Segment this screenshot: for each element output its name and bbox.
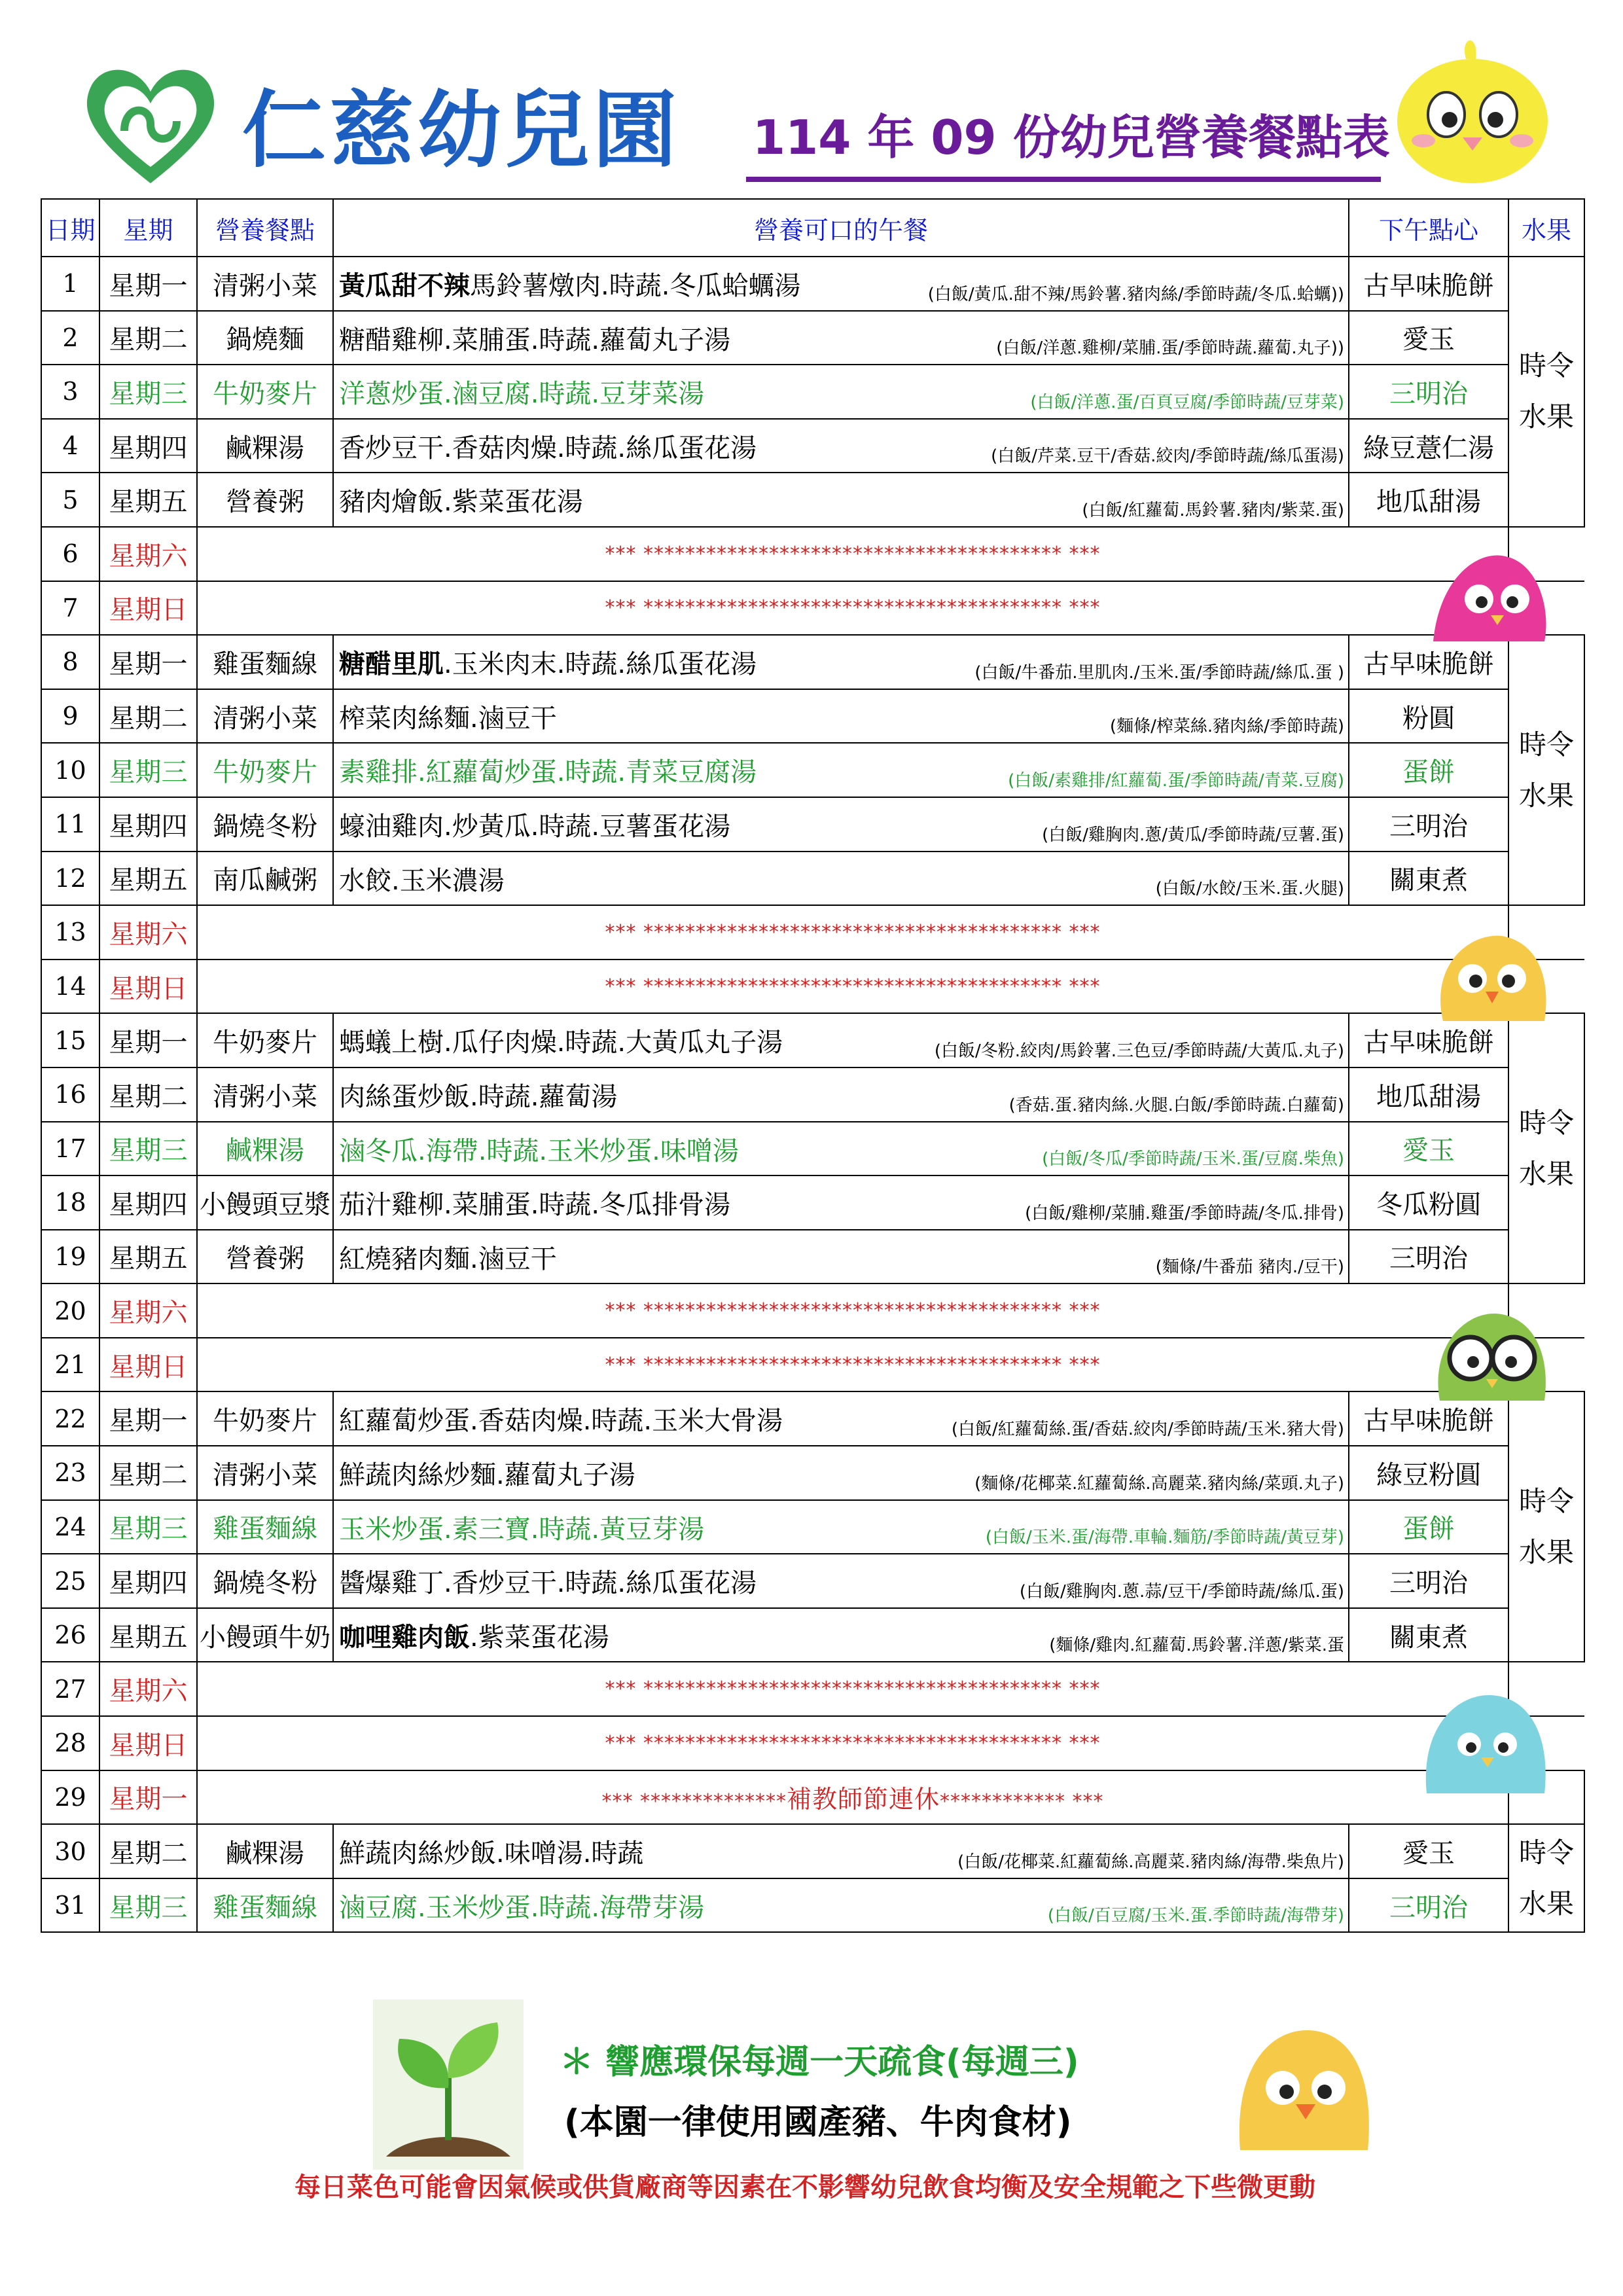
ingredients: (香菇.蛋.豬肉絲.火腿.白飯/季節時蔬.白蘿蔔) [1008, 1095, 1344, 1115]
lunch-cell [333, 1122, 1349, 1176]
snack-cell: 冬瓜粉圓 [1349, 1175, 1508, 1230]
table-row [41, 852, 1584, 906]
lunch-cell [333, 1500, 1349, 1554]
fruit-cell [1508, 635, 1584, 905]
date-cell: 8 [41, 635, 99, 689]
snack-cell: 三明治 [1349, 1554, 1508, 1608]
weekday-cell: 星期一 [99, 1391, 197, 1446]
fruit-cell [1508, 1013, 1584, 1283]
lunch-text: .紫菜蛋花湯 [470, 1622, 609, 1653]
date-cell: 17 [41, 1122, 99, 1176]
lunch-dishes [339, 806, 730, 843]
lunch-text: 滷豆腐.玉米炒蛋.時蔬.海帶芽湯 [339, 1892, 705, 1923]
breakfast-cell: 清粥小菜 [197, 257, 333, 311]
lunch-cell [333, 1067, 1349, 1122]
breakfast-cell: 鹹粿湯 [197, 1824, 333, 1878]
weekday-cell: 星期四 [99, 797, 197, 852]
lunch-highlight: 咖哩雞肉飯 [339, 1622, 470, 1653]
day-off-cell: *** **************************************** *** [197, 581, 1508, 636]
lunch-dishes [339, 265, 800, 302]
yellow-chick-icon [1387, 29, 1558, 187]
ingredients: (麵條/牛番茄 豬肉./豆干) [1155, 1257, 1344, 1278]
weekday-cell: 星期一 [99, 1770, 197, 1825]
breakfast-cell: 牛奶麥片 [197, 1391, 333, 1446]
lunch-dishes [339, 698, 557, 735]
snack-cell: 地瓜甜湯 [1349, 473, 1508, 527]
table-row [41, 1878, 1584, 1933]
fruit-cell [1508, 1824, 1584, 1932]
fruit-label-line1: 時令 [1518, 1484, 1574, 1517]
weekday-cell: 星期五 [99, 1230, 197, 1284]
date-cell: 26 [41, 1608, 99, 1662]
table-row [41, 1608, 1584, 1662]
snack-cell: 關東煮 [1349, 852, 1508, 906]
owl-glasses-icon [1430, 1306, 1554, 1404]
table-row [41, 1554, 1584, 1608]
date-cell: 11 [41, 797, 99, 852]
lunch-cell [333, 852, 1349, 906]
lunch-cell [333, 1446, 1349, 1500]
date-cell: 29 [41, 1770, 99, 1825]
table-row [41, 905, 1584, 960]
lunch-text: 玉米炒蛋.素三寶.時蔬.黃豆芽湯 [339, 1514, 705, 1545]
lunch-text: 馬鈴薯燉肉.時蔬.冬瓜蛤蠣湯 [470, 271, 801, 301]
weekday-cell: 星期日 [99, 581, 197, 636]
table-row [41, 1175, 1584, 1230]
snack-cell: 關東煮 [1349, 1608, 1508, 1662]
lunch-text: 茄汁雞柳.菜脯蛋.時蔬.冬瓜排骨湯 [339, 1190, 731, 1221]
lunch-cell [333, 689, 1349, 744]
breakfast-cell: 小饅頭豆漿 [197, 1175, 333, 1230]
ingredients: (白飯/冬瓜/季節時蔬/玉米.蛋/豆腐.柴魚) [1042, 1149, 1344, 1170]
orange-bird-icon [1430, 926, 1554, 1024]
breakfast-cell: 雞蛋麵線 [197, 1500, 333, 1554]
stars-left: *** ************** [601, 1790, 787, 1814]
date-cell: 3 [41, 365, 99, 419]
page-header [0, 0, 1623, 196]
breakfast-cell: 雞蛋麵線 [197, 635, 333, 689]
ingredients: (白飯/雞柳/菜脯.雞蛋/季節時蔬/冬瓜.排骨) [1025, 1203, 1344, 1223]
lunch-dishes [339, 643, 757, 681]
weekday-cell: 星期四 [99, 1175, 197, 1230]
ingredients: (白飯/水餃/玉米.蛋.火腿) [1155, 879, 1344, 899]
lunch-highlight: 糖醋里肌 [339, 649, 444, 680]
lunch-cell [333, 257, 1349, 311]
snack-cell: 三明治 [1349, 797, 1508, 852]
day-off-cell: *** **************************************** *** [197, 905, 1508, 960]
lunch-dishes [339, 1238, 557, 1276]
holiday-label: 補教師節連休 [786, 1785, 940, 1814]
snack-cell: 古早味脆餅 [1349, 257, 1508, 311]
lunch-text: 水餃.玉米濃湯 [339, 865, 505, 896]
weekday-cell: 星期三 [99, 1878, 197, 1933]
date-cell: 15 [41, 1013, 99, 1067]
date-cell: 23 [41, 1446, 99, 1500]
date-cell: 7 [41, 581, 99, 636]
meat-note: (本園一律使用國產豬、牛肉食材) [564, 2103, 1072, 2142]
snack-cell: 愛玉 [1349, 311, 1508, 365]
lunch-text: 洋蔥炒蛋.滷豆腐.時蔬.豆芽菜湯 [339, 379, 705, 410]
lunch-cell [333, 1878, 1349, 1933]
day-off-cell: *** **************************************** *** [197, 1283, 1508, 1338]
yellow-chick-icon [1230, 2022, 1381, 2153]
lunch-cell [333, 419, 1349, 473]
snack-cell: 三明治 [1349, 1230, 1508, 1284]
table-header-row [41, 199, 1584, 257]
weekday-cell: 星期一 [99, 635, 197, 689]
col-header-fruit: 水果 [1508, 199, 1584, 257]
lunch-cell [333, 365, 1349, 419]
date-cell: 12 [41, 852, 99, 906]
lunch-cell [333, 311, 1349, 365]
weekday-cell: 星期五 [99, 473, 197, 527]
snack-cell: 三明治 [1349, 1878, 1508, 1933]
ingredients: (白飯/百豆腐/玉米.蛋.季節時蔬/海帶芽) [1047, 1906, 1344, 1926]
weekday-cell: 星期日 [99, 960, 197, 1014]
lunch-text: 蠔油雞肉.炒黃瓜.時蔬.豆薯蛋花湯 [339, 811, 731, 842]
disclaimer-note: 每日菜色可能會因氣候或供貨廠商等因素在不影響幼兒飲食均衡及安全規範之下些微更動 [294, 2172, 1315, 2202]
breakfast-cell: 營養粥 [197, 473, 333, 527]
lunch-cell [333, 1175, 1349, 1230]
lunch-cell [333, 1391, 1349, 1446]
lunch-dishes [339, 751, 757, 789]
ingredients: (白飯/玉米.蛋/海帶.車輪.麵筋/季節時蔬/黃豆芽) [985, 1528, 1344, 1548]
lunch-text: 香炒豆干.香菇肉燥.時蔬.絲瓜蛋花湯 [339, 433, 757, 463]
stars-right: ************ *** [940, 1790, 1104, 1814]
fruit-label-line1: 時令 [1518, 1836, 1574, 1869]
lunch-cell [333, 1013, 1349, 1067]
snack-cell: 蛋餅 [1349, 743, 1508, 797]
lunch-text: 素雞排.紅蘿蔔炒蛋.時蔬.青菜豆腐湯 [339, 757, 757, 788]
breakfast-cell: 牛奶麥片 [197, 1013, 333, 1067]
weekday-cell: 星期六 [99, 527, 197, 581]
lunch-text: 紅蘿蔔炒蛋.香菇肉燥.時蔬.玉米大骨湯 [339, 1406, 783, 1437]
weekday-cell: 星期五 [99, 1608, 197, 1662]
fruit-label-line2: 水果 [1518, 779, 1574, 812]
table-row [41, 1013, 1584, 1067]
meal-table [41, 198, 1585, 1933]
table-row [41, 635, 1584, 689]
date-cell: 21 [41, 1338, 99, 1392]
weekday-cell: 星期四 [99, 1554, 197, 1608]
date-cell: 16 [41, 1067, 99, 1122]
table-row [41, 1716, 1584, 1770]
lunch-cell [333, 1608, 1349, 1662]
breakfast-cell: 鹹粿湯 [197, 419, 333, 473]
weekday-cell: 星期六 [99, 905, 197, 960]
meal-table-body [41, 257, 1584, 1932]
col-header-day: 星期 [99, 199, 197, 257]
date-cell: 27 [41, 1662, 99, 1716]
table-row [41, 1824, 1584, 1878]
lunch-text: 鮮蔬肉絲炒飯.味噌湯.時蔬 [339, 1839, 644, 1869]
lunch-dishes [339, 1562, 757, 1600]
fruit-label-line2: 水果 [1518, 1157, 1574, 1190]
lunch-dishes [339, 481, 583, 518]
snack-cell: 愛玉 [1349, 1824, 1508, 1878]
breakfast-cell: 鍋燒麵 [197, 311, 333, 365]
lunch-text: .玉米肉末.時蔬.絲瓜蛋花湯 [444, 649, 757, 680]
date-cell: 9 [41, 689, 99, 744]
pink-bird-icon [1427, 537, 1558, 648]
lunch-highlight: 黃瓜甜不辣 [339, 271, 470, 301]
holiday-cell [197, 1770, 1508, 1825]
date-cell: 18 [41, 1175, 99, 1230]
eco-note: ＊ 響應環保每週一天疏食(每週三) [560, 2043, 1079, 2082]
fruit-label-line2: 水果 [1518, 1535, 1574, 1568]
table-row [41, 1338, 1584, 1392]
table-row [41, 960, 1584, 1014]
lunch-dishes [339, 319, 730, 357]
weekday-cell: 星期二 [99, 1067, 197, 1122]
weekday-cell: 星期三 [99, 1500, 197, 1554]
weekday-cell: 星期六 [99, 1283, 197, 1338]
lunch-cell [333, 1824, 1349, 1878]
weekday-cell: 星期日 [99, 1338, 197, 1392]
lunch-dishes [339, 1076, 617, 1113]
ingredients: (白飯/洋蔥.蛋/百頁豆腐/季節時蔬/豆芽菜) [1030, 392, 1344, 412]
ingredients: (白飯/雞胸肉.蔥.蒜/豆干/季節時蔬/絲瓜.蛋) [1019, 1581, 1344, 1602]
weekday-cell: 星期三 [99, 743, 197, 797]
lunch-text: 滷冬瓜.海帶.時蔬.玉米炒蛋.味噌湯 [339, 1136, 739, 1166]
snack-cell: 古早味脆餅 [1349, 635, 1508, 689]
ingredients: (白飯/冬粉.絞肉/馬鈴薯.三色豆/季節時蔬/大黃瓜.丸子) [934, 1041, 1344, 1061]
date-cell: 14 [41, 960, 99, 1014]
fruit-label-line1: 時令 [1518, 728, 1574, 761]
col-header-snack: 下午點心 [1349, 199, 1508, 257]
col-header-breakfast: 營養餐點 [197, 199, 333, 257]
menu-title: 114 年 09 份幼兒營養餐點表 [753, 110, 1390, 165]
breakfast-cell: 小饅頭牛奶 [197, 1608, 333, 1662]
table-row [41, 1662, 1584, 1716]
weekday-cell: 星期一 [99, 257, 197, 311]
lunch-dishes [339, 1130, 739, 1168]
day-off-cell: *** **************************************** *** [197, 1338, 1508, 1392]
snack-cell: 綠豆薏仁湯 [1349, 419, 1508, 473]
lunch-cell [333, 1230, 1349, 1284]
date-cell: 31 [41, 1878, 99, 1933]
snack-cell: 愛玉 [1349, 1122, 1508, 1176]
fruit-cell [1508, 257, 1584, 527]
lunch-dishes [339, 1833, 643, 1870]
table-row [41, 257, 1584, 311]
ingredients: (麵條/花椰菜.紅蘿蔔絲.高麗菜.豬肉絲/菜頭.丸子) [974, 1473, 1344, 1494]
table-row [41, 1067, 1584, 1122]
table-row [41, 419, 1584, 473]
date-cell: 6 [41, 527, 99, 581]
col-header-lunch: 營養可口的午餐 [333, 199, 1349, 257]
sprout-icon [373, 2000, 524, 2170]
breakfast-cell: 鹹粿湯 [197, 1122, 333, 1176]
fruit-label-line2: 水果 [1518, 1887, 1574, 1920]
date-cell: 2 [41, 311, 99, 365]
snack-cell: 古早味脆餅 [1349, 1013, 1508, 1067]
weekday-cell: 星期五 [99, 852, 197, 906]
date-cell: 5 [41, 473, 99, 527]
table-row [41, 797, 1584, 852]
snack-cell: 粉圓 [1349, 689, 1508, 744]
ingredients: (白飯/花椰菜.紅蘿蔔絲.高麗菜.豬肉絲/海帶.柴魚片) [957, 1852, 1344, 1872]
date-cell: 30 [41, 1824, 99, 1878]
lunch-dishes [339, 373, 704, 410]
table-row [41, 473, 1584, 527]
date-cell: 4 [41, 419, 99, 473]
lunch-dishes [339, 427, 757, 465]
lunch-cell [333, 473, 1349, 527]
date-cell: 24 [41, 1500, 99, 1554]
breakfast-cell: 南瓜鹹粥 [197, 852, 333, 906]
weekday-cell: 星期二 [99, 1824, 197, 1878]
day-off-cell: *** **************************************** *** [197, 1662, 1508, 1716]
lunch-text: 醬爆雞丁.香炒豆干.時蔬.絲瓜蛋花湯 [339, 1568, 757, 1599]
date-cell: 13 [41, 905, 99, 960]
ingredients: (白飯/芹菜.豆干/香菇.絞肉/季節時蔬/絲瓜蛋湯) [991, 446, 1344, 467]
table-row [41, 1122, 1584, 1176]
date-cell: 20 [41, 1283, 99, 1338]
table-row [41, 743, 1584, 797]
lunch-text: 螞蟻上樹.瓜仔肉燥.時蔬.大黃瓜丸子湯 [339, 1028, 783, 1058]
lunch-dishes [339, 1617, 609, 1654]
snack-cell: 地瓜甜湯 [1349, 1067, 1508, 1122]
table-row [41, 1230, 1584, 1284]
lunch-text: 鮮蔬肉絲炒麵.蘿蔔丸子湯 [339, 1460, 635, 1491]
lunch-dishes [339, 1400, 783, 1437]
weekday-cell: 星期二 [99, 689, 197, 744]
snack-cell: 古早味脆餅 [1349, 1391, 1508, 1446]
table-row [41, 1446, 1584, 1500]
snack-cell: 蛋餅 [1349, 1500, 1508, 1554]
lunch-dishes [339, 1184, 730, 1221]
weekday-cell: 星期二 [99, 311, 197, 365]
breakfast-cell: 清粥小菜 [197, 1067, 333, 1122]
title-underline [746, 177, 1381, 182]
ingredients: (白飯/紅蘿蔔絲.蛋/香菇.絞肉/季節時蔬/玉米.豬大骨) [951, 1420, 1344, 1440]
breakfast-cell: 鍋燒冬粉 [197, 797, 333, 852]
weekday-cell: 星期二 [99, 1446, 197, 1500]
table-row [41, 365, 1584, 419]
ingredients: (麵條/雞肉.紅蘿蔔.馬鈴薯.洋蔥/紫菜.蛋 [1049, 1636, 1344, 1656]
weekday-cell: 星期六 [99, 1662, 197, 1716]
breakfast-cell: 營養粥 [197, 1230, 333, 1284]
school-name: 仁慈幼兒園 [242, 82, 681, 179]
fruit-label-line1: 時令 [1518, 350, 1574, 382]
weekday-cell: 星期三 [99, 1122, 197, 1176]
lunch-cell [333, 743, 1349, 797]
date-cell: 25 [41, 1554, 99, 1608]
table-row [41, 581, 1584, 636]
ingredients: (白飯/雞胸肉.蔥/黃瓜/季節時蔬/豆薯.蛋) [1042, 825, 1344, 845]
table-row [41, 1500, 1584, 1554]
breakfast-cell: 鍋燒冬粉 [197, 1554, 333, 1608]
date-cell: 28 [41, 1716, 99, 1770]
date-cell: 10 [41, 743, 99, 797]
lunch-text: 紅燒豬肉麵.滷豆干 [339, 1244, 557, 1274]
lunch-text: 糖醋雞柳.菜脯蛋.時蔬.蘿蔔丸子湯 [339, 325, 731, 355]
fruit-cell [1508, 1391, 1584, 1662]
lunch-dishes [339, 1509, 704, 1546]
date-cell: 1 [41, 257, 99, 311]
fruit-label-line1: 時令 [1518, 1106, 1574, 1139]
table-row [41, 527, 1584, 581]
lunch-cell [333, 1554, 1349, 1608]
ingredients: (白飯/黃瓜.甜不辣/馬鈴薯.豬肉絲/季節時蔬/冬瓜.蛤蠣)) [927, 284, 1344, 304]
table-row [41, 311, 1584, 365]
snack-cell: 三明治 [1349, 365, 1508, 419]
weekday-cell: 星期日 [99, 1716, 197, 1770]
ingredients: (白飯/牛番茄.里肌肉./玉米.蛋/季節時蔬/絲瓜.蛋 ) [974, 662, 1344, 683]
date-cell: 22 [41, 1391, 99, 1446]
snack-cell: 綠豆粉圓 [1349, 1446, 1508, 1500]
breakfast-cell: 牛奶麥片 [197, 365, 333, 419]
blue-bird-icon [1417, 1682, 1558, 1797]
lunch-text: 豬肉燴飯.紫菜蛋花湯 [339, 487, 583, 518]
date-cell: 19 [41, 1230, 99, 1284]
day-off-cell: *** **************************************** *** [197, 1716, 1508, 1770]
breakfast-cell: 牛奶麥片 [197, 743, 333, 797]
weekday-cell: 星期一 [99, 1013, 197, 1067]
ingredients: (麵條/榨菜絲.豬肉絲/季節時蔬) [1109, 717, 1344, 737]
day-off-cell: *** **************************************** *** [197, 527, 1508, 581]
col-header-date: 日期 [41, 199, 99, 257]
heart-logo-icon [79, 59, 223, 190]
lunch-dishes [339, 1454, 635, 1492]
ingredients: (白飯/紅蘿蔔.馬鈴薯.豬肉/紫菜.蛋) [1082, 500, 1344, 520]
breakfast-cell: 清粥小菜 [197, 1446, 333, 1500]
weekday-cell: 星期四 [99, 419, 197, 473]
table-row [41, 1770, 1584, 1825]
ingredients: (白飯/洋蔥.雞柳/菜脯.蛋/季節時蔬.蘿蔔.丸子)) [996, 338, 1344, 359]
lunch-cell [333, 635, 1349, 689]
lunch-dishes [339, 1887, 704, 1924]
fruit-label-line2: 水果 [1518, 401, 1574, 433]
lunch-dishes [339, 1022, 783, 1059]
table-row [41, 1283, 1584, 1338]
lunch-text: 榨菜肉絲麵.滷豆干 [339, 703, 557, 734]
breakfast-cell: 清粥小菜 [197, 689, 333, 744]
lunch-dishes [339, 860, 505, 897]
table-row [41, 689, 1584, 744]
lunch-text: 肉絲蛋炒飯.時蔬.蘿蔔湯 [339, 1081, 618, 1112]
breakfast-cell: 雞蛋麵線 [197, 1878, 333, 1933]
lunch-cell [333, 797, 1349, 852]
ingredients: (白飯/素雞排/紅蘿蔔.蛋/季節時蔬/青菜.豆腐) [1008, 770, 1344, 791]
table-row [41, 1391, 1584, 1446]
weekday-cell: 星期三 [99, 365, 197, 419]
day-off-cell: *** **************************************** *** [197, 960, 1508, 1014]
